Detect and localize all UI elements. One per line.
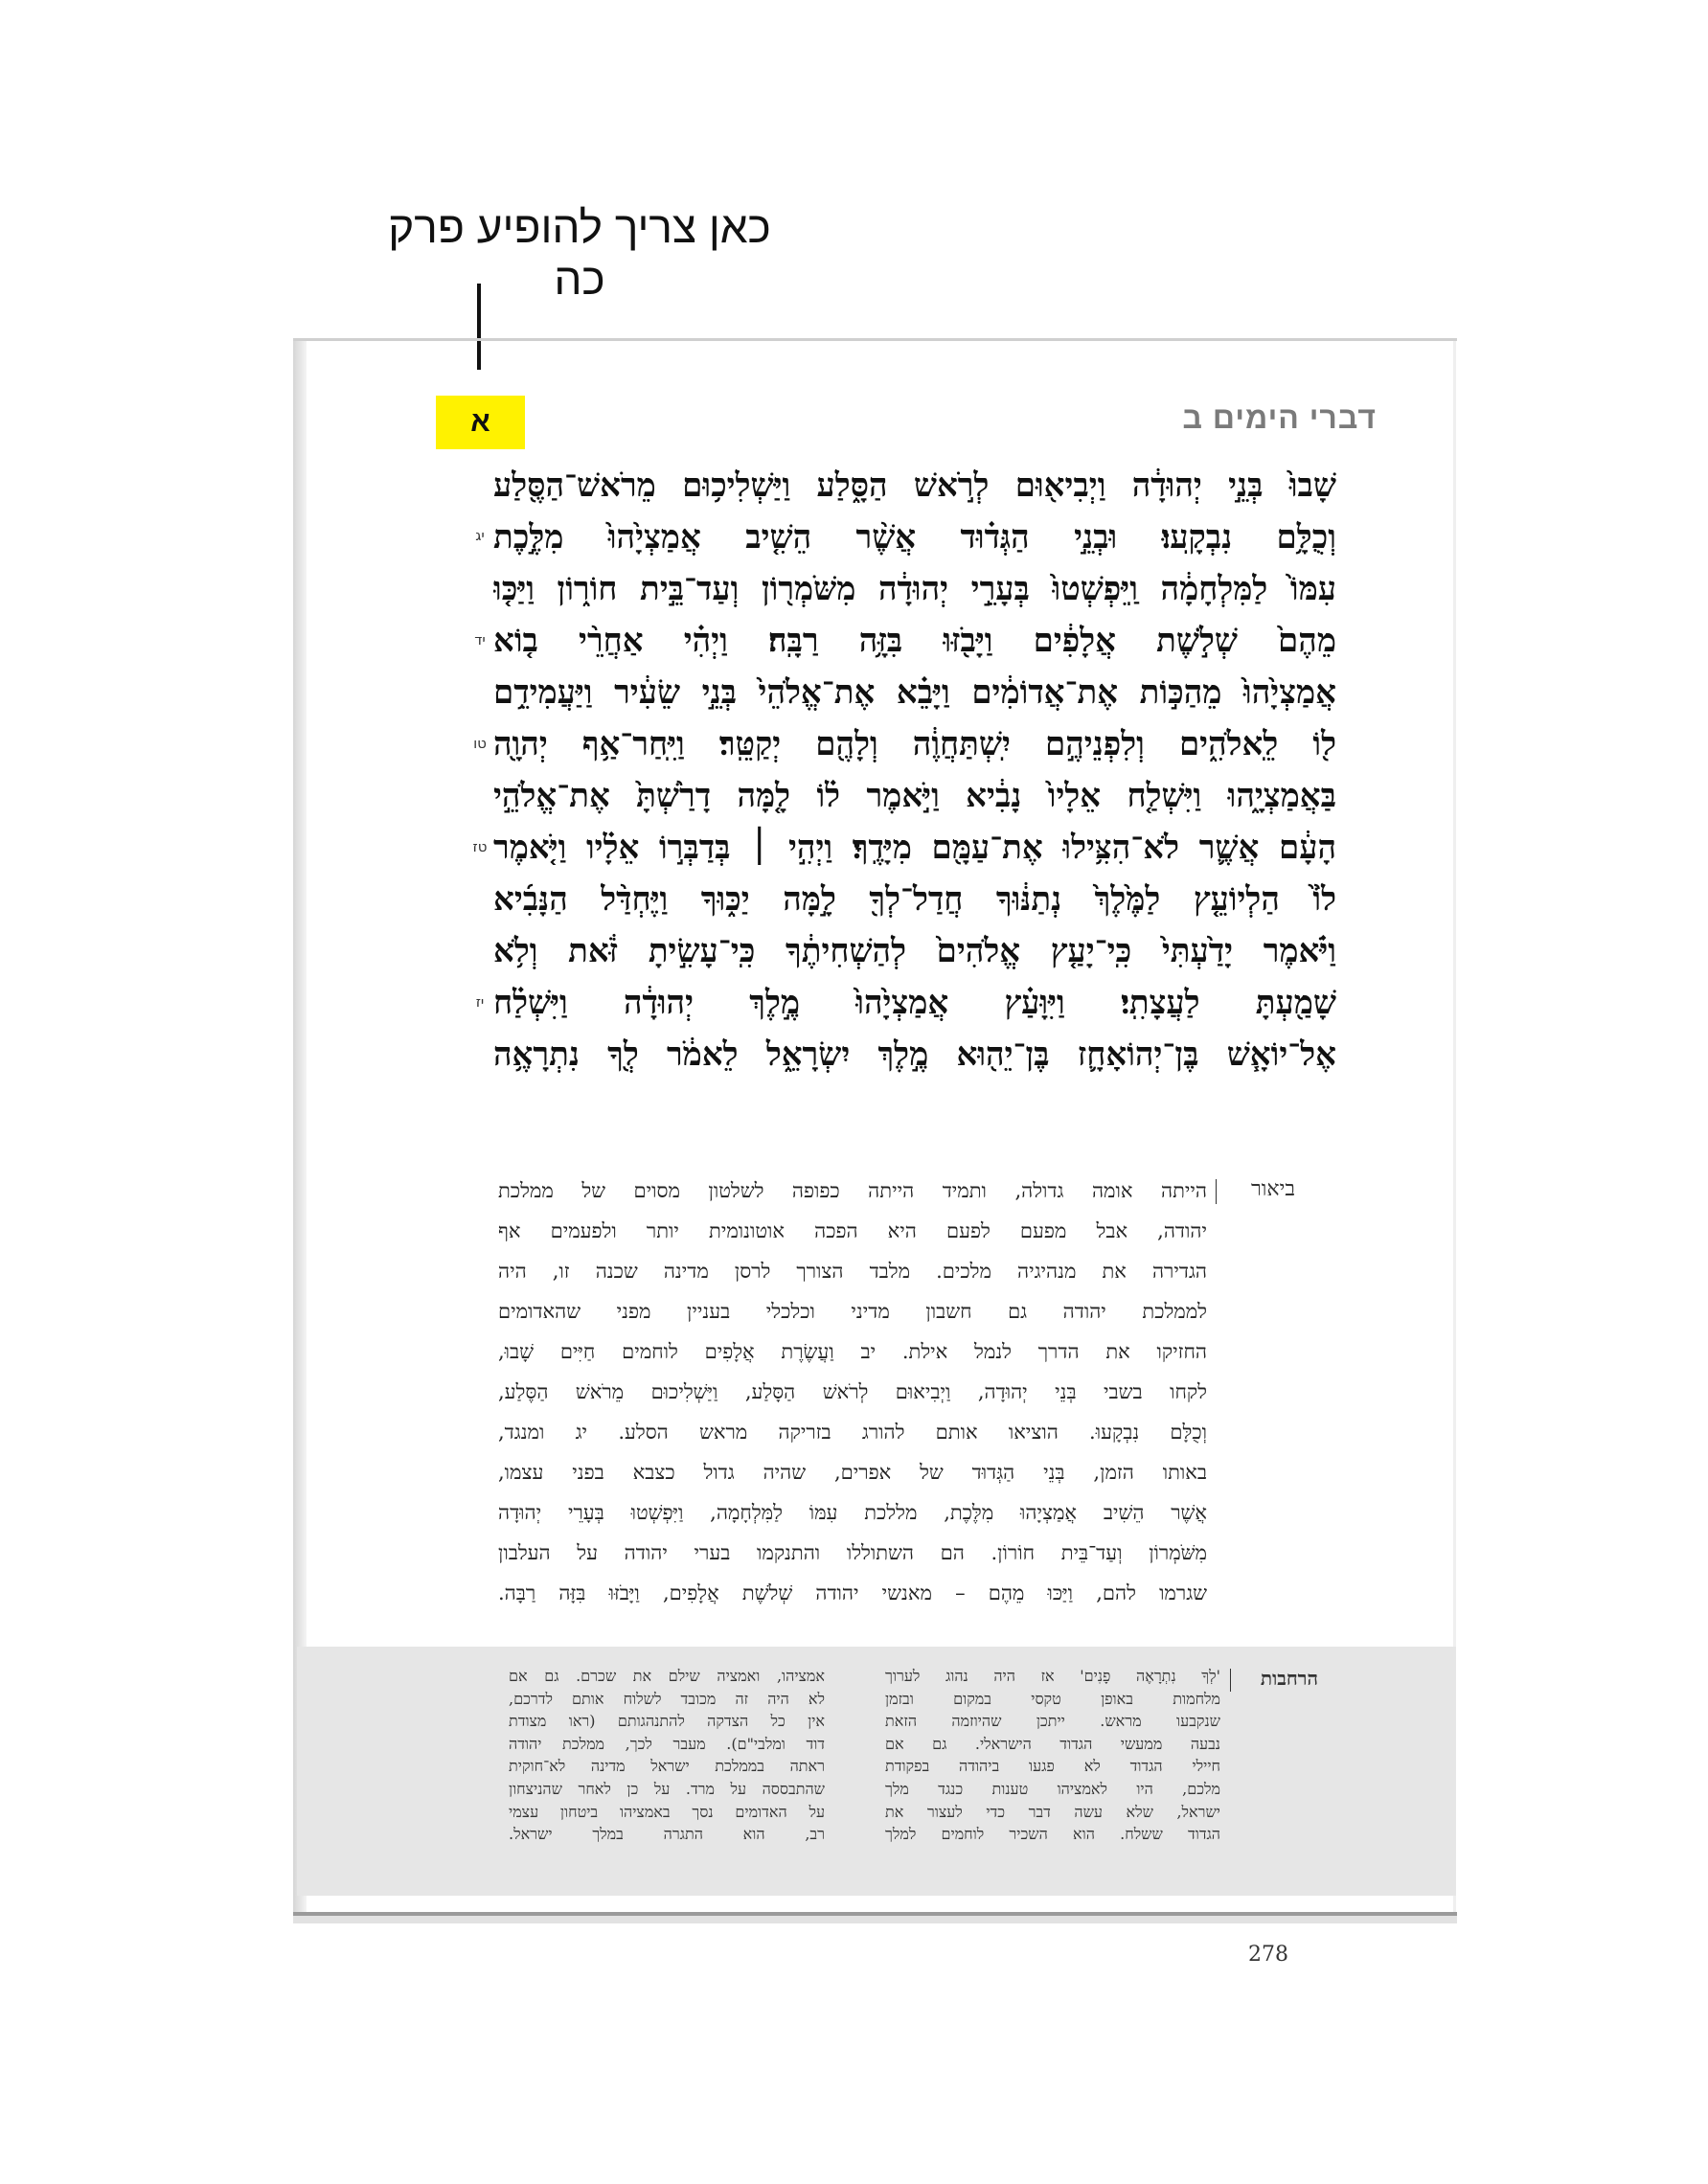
sidebar-line: נבעה ממעשי הגדוד הישראלי. גם אם [885, 1734, 1220, 1753]
verse-line: ל֙וֹ֙ הַלְיוֹעֵ֤ץ לַמֶּ֙לֶךְ֙ נְתַנּ֔וּךָ חֲדַל־לְךָ֖ לָ֣מָּה יַכּ֑וּךָ וַיֶּחְדַּ֨ל הַנָּבִ֜יא [493, 880, 1336, 919]
sidebar-line: שהתבססה על מרד. על כן לאחר שהניצחון [509, 1779, 825, 1798]
verse-line: שָׁמַ֖עְתָּ לַעֲצָתִֽי׃ וַיִּוָּעַ֗ץ אֲמַצְיָ֙הוּ֙ מֶ֣לֶךְ יְהוּדָ֔ה וַיִּשְׁלַ֗ח [493, 984, 1336, 1022]
annotation-text: כאן צריך להופיע פרק כה [388, 202, 771, 304]
verse-line: הָעָ֔ם אֲשֶׁ֛ר לֹא־הִצִּ֥ילוּ אֶת־עַמָּ֖ם מִיָּדֶֽךָ׃ וַיְהִ֣י ׀ בְּדַבְּר֣וֹ אֵלָ֗יו וַיֹּ֤אמֶר [493, 829, 1336, 867]
verse-line: אֶל־יוֹאָ֧שׁ בֶּן־יְהוֹאָחָ֛ז בֶּן־יֵה֖וּא מֶ֣לֶךְ יִשְׂרָאֵ֑ל לֵאמֹ֔ר לְ֖ךָ נִתְרָאֶ֥ה [493, 1035, 1336, 1074]
commentary-body [498, 1171, 1207, 1613]
verse-line: מֵהֶם֙ שְׁלֹ֣שֶׁת אֲלָפִ֔ים וַיָּבֹ֖זּוּ בִּזָּ֥ה רַבָּֽה׃ וַיְהִ֗י אַחֲרֵ֨י ב֤וֹא [493, 622, 1336, 660]
sidebar-line: 'לְךָ נִתְרָאֶה פָנִים' אז היה נהוג לערוך [885, 1667, 1220, 1685]
verse-text-block [493, 460, 1336, 1081]
sidebar-line: מלכם, היו לאמציהו טענות כנגד מלך [885, 1779, 1220, 1798]
sidebar-label: הרחבות [1260, 1667, 1318, 1690]
chapter-letter-highlight [436, 396, 525, 449]
sidebar-line: על האדומים נסך באמציהו ביטחון עצמי [509, 1802, 825, 1821]
sidebar-line: אמציהו, ואמציה שילם את שכרם. גם אם [509, 1667, 825, 1685]
page-bottom-shadow [293, 1916, 1457, 1923]
commentary-line: שגרמו להם, וַיַּכּוּ מֵהֶם – מאנשי יהודה שְׁלֹשֶׁת אֲלָפִים, וַיָּבֹזּוּ בִּזָּה רַבָּה. [498, 1581, 1207, 1604]
sidebar-line: חיילי הגדוד לא פגעו ביהודה בפקודת [885, 1757, 1220, 1776]
verse-number: יז [475, 993, 485, 1011]
commentary-line: מִשֹּׁמְרוֹן וְעַד־בֵּית חוֹרוֹן. הם השתוללו והתנקמו בערי יהודה על העלבון [498, 1541, 1207, 1564]
commentary-line: וְכֻלָּם נִבְקָעוּ. הוציאו אותם להורג בזריקה מראש הסלע. יג ומנגד, [498, 1421, 1207, 1444]
sidebar-line: ראתה בממלכת ישראל מדינה לא־חוקית [509, 1757, 825, 1776]
sidebar-right-column [885, 1665, 1220, 1846]
chapter-letter: א [470, 406, 490, 438]
commentary-line: הייתה אומה גדולה, ותמיד הייתה כפופה לשלטון מסוים של ממלכת [498, 1179, 1207, 1202]
commentary-line: לממלכת יהודה גם חשבון מדיני וכלכלי בעניין מפני שהאדומים [498, 1300, 1207, 1323]
commentary-line: לקחו בשבי בְּנֵי יְהוּדָה, וַיְבִיאוּם לְרֹאשׁ הַסָּלַע, וַיַּשְׁלִיכוּם מֵרֹאשׁ הַסֶּלַע, [498, 1380, 1207, 1403]
verse-number: טז [472, 838, 488, 855]
sidebar-left-column [509, 1665, 825, 1846]
sidebar-line: ישראל, שלא עשה דבר כדי לעצור את [885, 1802, 1220, 1821]
book-title: דברי הימים ב [1182, 400, 1377, 435]
verse-line: וְכֻלָּ֥ם נִבְקָֽעוּ׃ וּבְנֵ֣י הַגְּד֗וּד אֲשֶׁ֨ר הֵשִׁ֤יב אֲמַצְיָ֙הוּ֙ מִלֶּ֣כֶת [493, 518, 1336, 557]
sidebar-line: רב, הוא התגרה במלך ישראל. [509, 1825, 825, 1844]
sidebar-line: הגדוד ששלח. הוא השכיר לוחמים למלך [885, 1825, 1220, 1844]
commentary-line: יהודה, אבל מפעם לפעם היא הפכה אוטונומית יותר ולפעמים אף [498, 1219, 1207, 1242]
page-top-edge [293, 338, 1457, 341]
commentary-line: החזיקו את הדרך לנמל אילת. יב וַעֲשֶׂרֶת אֲלָפִים לוחמים חַיִּים שָׁבוּ, [498, 1340, 1207, 1363]
sidebar-line: אין כל הצדקה להתנהגותם (ראו מצודת [509, 1712, 825, 1731]
page-number: 278 [1248, 1943, 1288, 1967]
commentary-label: ביאור [1250, 1177, 1295, 1201]
verse-number: טו [473, 735, 487, 752]
commentary-separator [1216, 1179, 1217, 1204]
verse-line: עִמּוֹ֙ לַמִּלְחָמָ֔ה וַֽיִּפְשְׁטוּ֙ בְּעָרֵ֣י יְהוּדָ֔ה מִשֹּׁמְר֖וֹן וְעַד־בֵּ֣ית חוֹר֑וֹן וַיַּכּ֤וּ [493, 570, 1336, 608]
verse-number: יד [474, 631, 486, 648]
sidebar-line: לא היה זה מכובד לשלוח אותם לדרכם, [509, 1689, 825, 1708]
verse-line: ל֖וֹ לֵֽאלֹהִ֑ים וְלִפְנֵיהֶ֣ם יִֽשְׁתַּחֲוֶ֔ה וְלָהֶ֖ם יְקַטֵּֽר׃ וַיִּֽחַר־אַ֥ף יְהוָ֖ה [493, 725, 1336, 763]
verse-line: בַּאֲמַצְיָ֑הוּ וַיִּשְׁלַ֤ח אֵלָיו֙ נָבִ֔יא וַיֹּ֣אמֶר ל֗וֹ לָ֤מָּה דָרַ֙שְׁתָּ֙ אֶת־אֱלֹהֵ֣י [493, 777, 1336, 815]
verse-line: אֲמַצְיָ֙הוּ֙ מֵהַכּ֣וֹת אֶת־אֲדוֹמִ֔ים וַיָּבֵ֗א אֶת־אֱלֹהֵי֙ בְּנֵ֣י שֵׂעִ֔יר וַיַּעֲמִידֵ֥ם [493, 673, 1336, 712]
sidebar-line: דוד ומלבי"ם). מעבר לכך, ממלכת יהודה [509, 1734, 825, 1753]
sidebar-separator [1230, 1669, 1231, 1692]
verse-line: שָׁבוּ֙ בְּנֵ֣י יְהוּדָ֔ה וַיְבִיא֖וּם לְרֹ֣אשׁ הַסָּ֑לַע וַיַּשְׁלִיכ֥וּם מֵרֹאשׁ־הַסֶּ֖לַע [493, 466, 1336, 505]
annotation-pointer-line [477, 284, 481, 370]
sidebar-line: מלחמות באופן טקסי במקום ובזמן [885, 1689, 1220, 1708]
commentary-line: באותו הזמן, בְּנֵי הַגְּדוּד של אפרים, שהיה גדול כצבא בפני עצמו, [498, 1461, 1207, 1484]
verse-number: יג [475, 527, 485, 544]
commentary-line: הגדירה את מנהיגיה מלכים. מלבד הצורך לרסן מדינה שכנה זו, היה [498, 1260, 1207, 1283]
verse-line: וַיֹּ֗אמֶר יָדַ֙עְתִּי֙ כִּֽי־יָעַ֤ץ אֱלֹהִים֙ לְהַשְׁחִיתֶ֔ךָ כִּֽי־עָשִׂ֣יתָ זֹּ֔את וְלֹ֥א [493, 932, 1336, 970]
sidebar-line: שנקבעו מראש. ייתכן שהיוזמה הזאת [885, 1712, 1220, 1731]
commentary-line: אֲשֶׁר הֵשִׁיב אֲמַצְיָהוּ מִלֶּכֶת, מללכת עִמּוֹ לַמִּלְחָמָה, וַיִּפְשְׁטוּ בְּעָרֵי יְהוּדָה [498, 1501, 1207, 1524]
